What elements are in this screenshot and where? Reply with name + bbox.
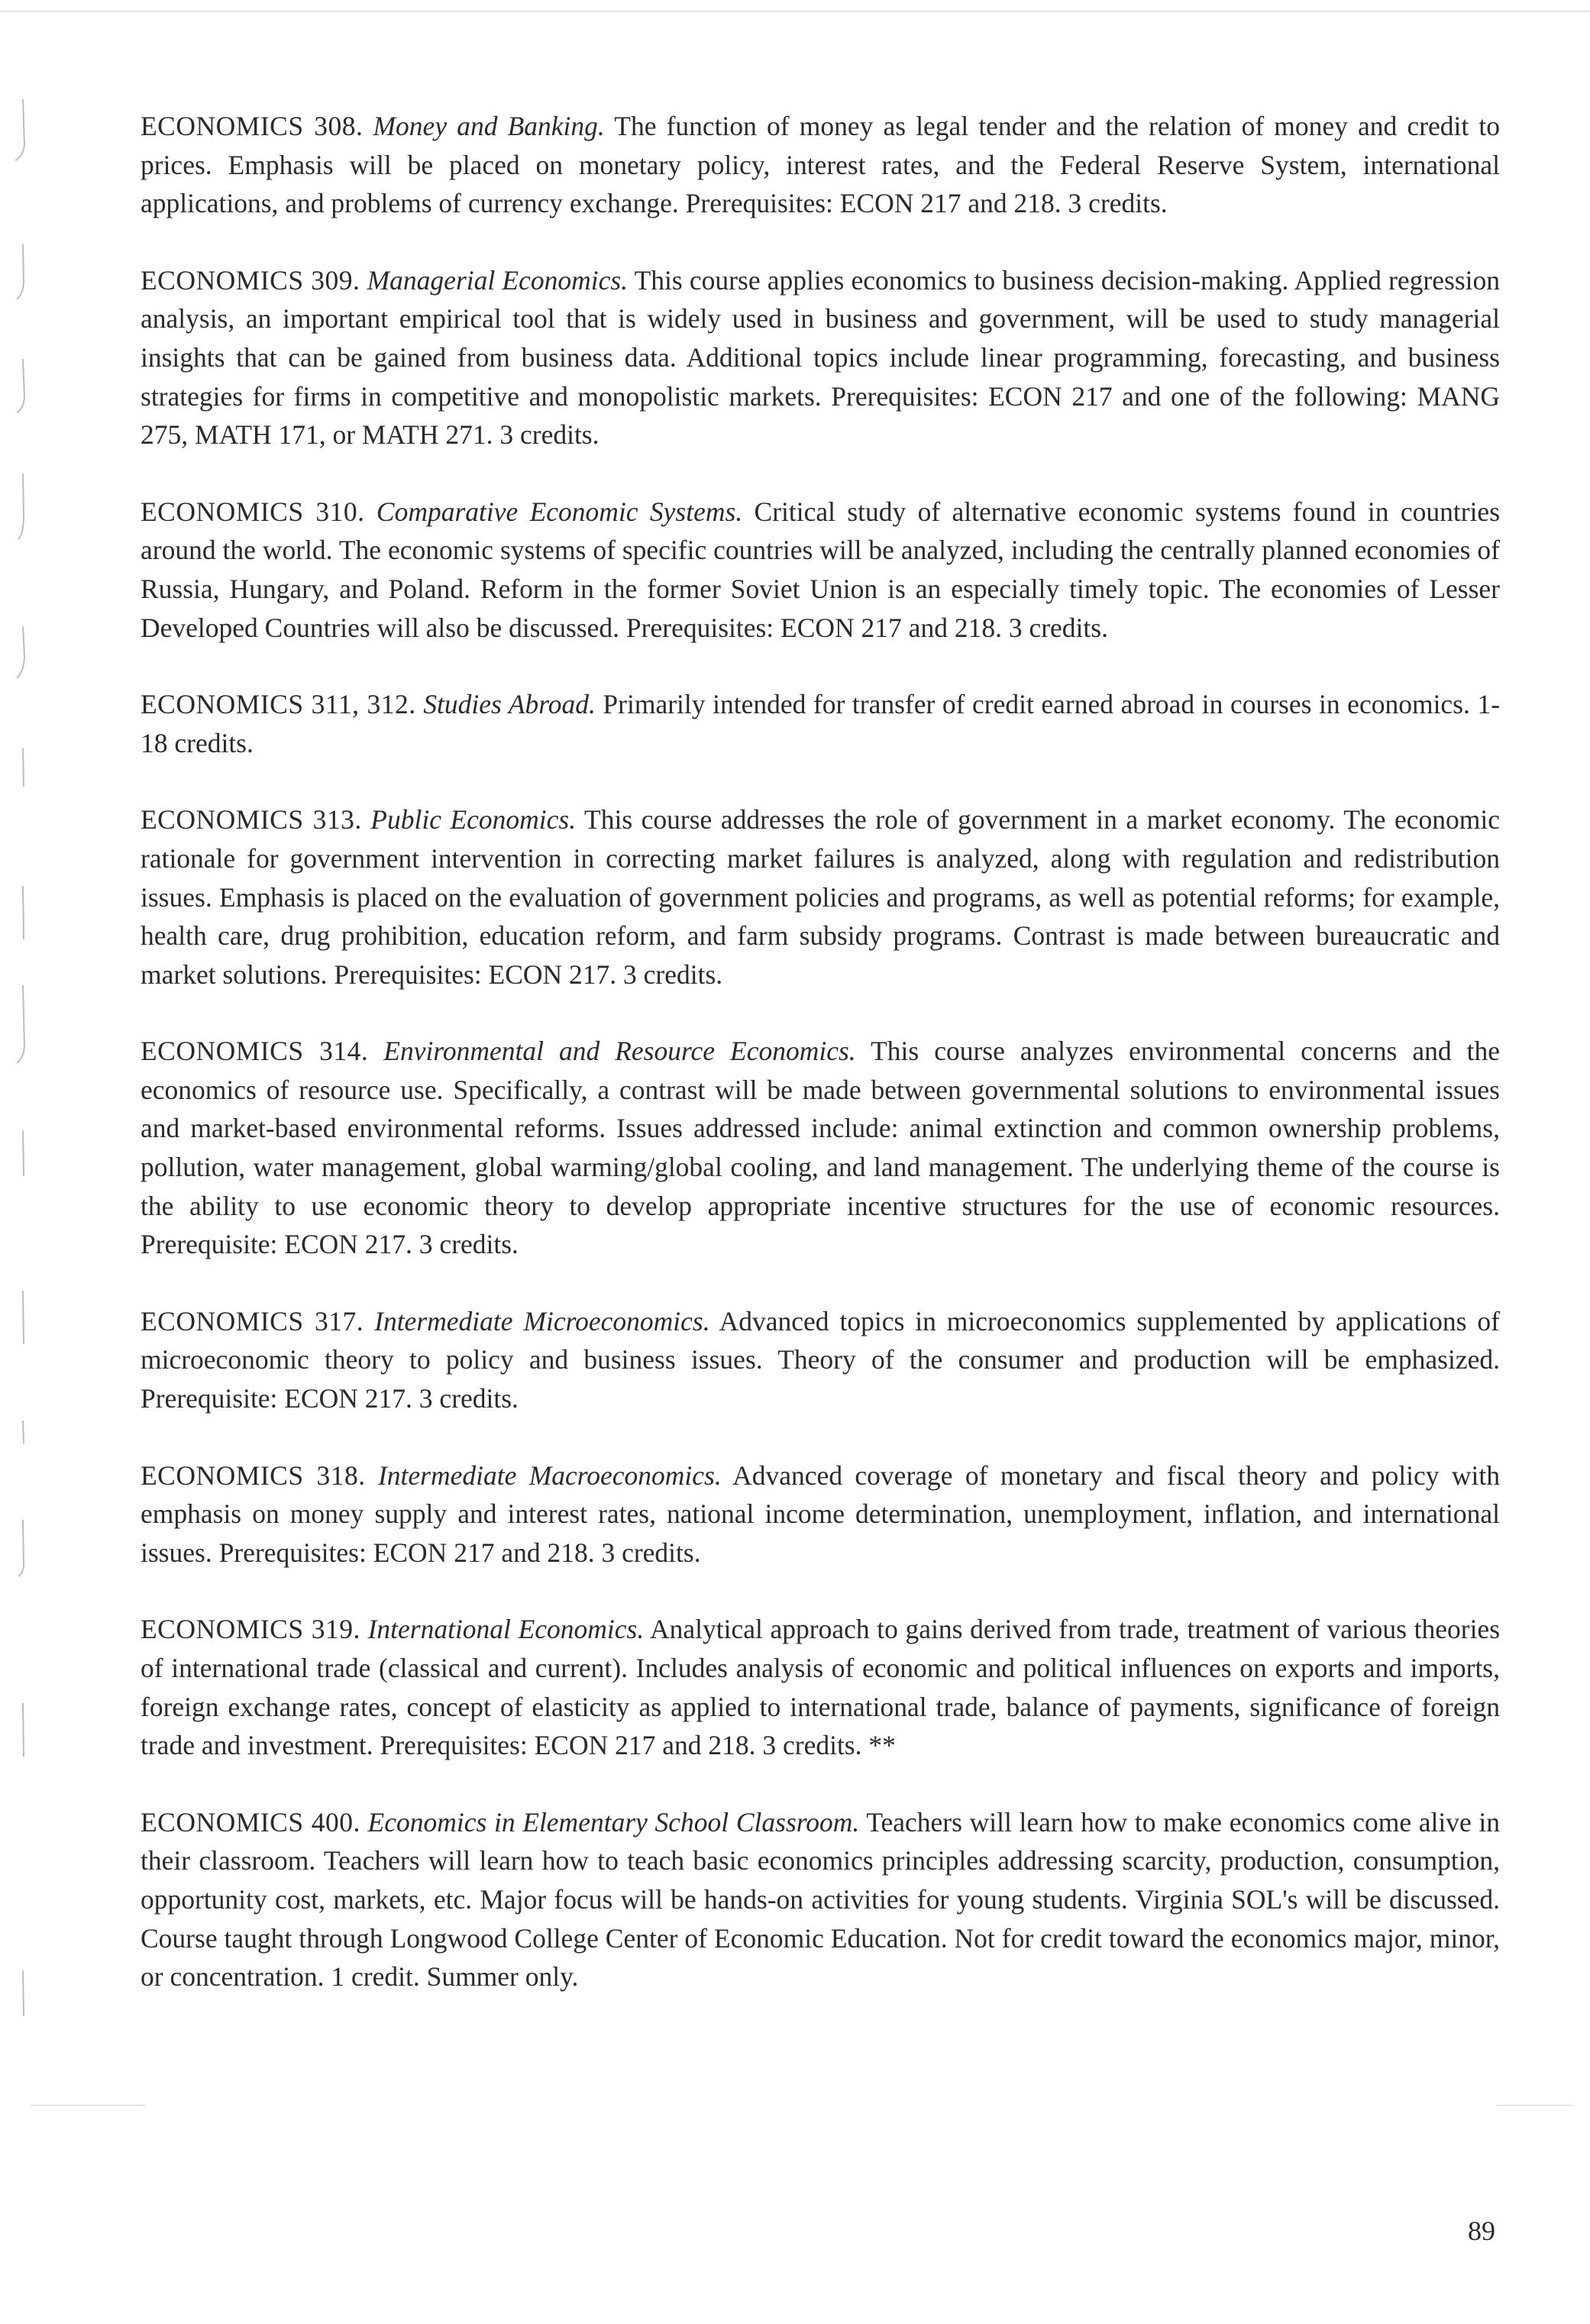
course-title: International Economics. [367, 1614, 645, 1645]
course-description: The function of money as legal tender and the relation of money and credit to prices. Emphasis will be placed on monetary policy, interest rates, and the Federal Reserve System, international applications, and problems of currency exchange. Prerequisites: ECON 217 and 218. 3 credits. [141, 111, 1500, 219]
course-title: Intermediate Microeconomics. [374, 1305, 710, 1337]
page-number: 89 [1468, 2216, 1495, 2246]
scan-top-edge [0, 11, 1590, 12]
course-title: Environmental and Resource Economics. [383, 1036, 856, 1067]
scan-artifact-line-left [31, 2105, 145, 2106]
course-title: Economics in Elementary School Classroom. [367, 1806, 860, 1838]
course-code: ECONOMICS 308. [141, 111, 364, 141]
course-entry-econ-318 [141, 1456, 1500, 1572]
course-entry-econ-313 [141, 800, 1500, 994]
course-description: Analytical approach to gains derived from trade, treatment of various theories of international trade (classical and current). Includes analysis of economic and political influences on exports and imports, foreign exchange rates, concept of elasticity as applied to international trade, balance of payments, significance of foreign trade and investment. Prerequisites: ECON 217 and 218. 3 credits. ** [141, 1614, 1501, 1761]
course-entry-econ-314 [141, 1032, 1500, 1264]
course-description: Teachers will learn how to make economics come alive in their classroom. Teachers will learn how to teach basic economics principles addressing scarcity, production, consumption, opportunity cost, markets, etc. Major focus will be hands-on activities for young students. Virginia SOL's will be discussed. Course taught through Longwood College Center of Economic Education. Not for credit toward the economics major, minor, or concentration. 1 credit. Summer only. [141, 1806, 1501, 1993]
course-code: ECONOMICS 313. [141, 804, 362, 836]
scan-artifact-line-right [1497, 2105, 1573, 2106]
course-entry-econ-309 [141, 261, 1500, 454]
course-code: ECONOMICS 400. [141, 1806, 360, 1838]
course-title: Studies Abroad. [423, 689, 596, 720]
course-description: Primarily intended for transfer of credit earned abroad in courses in economics. 1-18 credits. [141, 689, 1501, 758]
course-entry-econ-310 [141, 493, 1500, 647]
course-description: Critical study of alternative economic systems found in countries around the world. The economic systems of specific countries will be analyzed, including the centrally planned economies of Russia, Hungary, and Poland. Reform in the former Soviet Union is an especially timely topic. The economies of Lesser Developed Countries will also be discussed. Prerequisites: ECON 217 and 218. 3 credits. [141, 496, 1501, 643]
course-code: ECONOMICS 314. [141, 1036, 369, 1067]
course-description: This course applies economics to business decision-making. Applied regression analysis, an important empirical tool that is widely used in business and government, will be used to study managerial insights that can be gained from business data. Additional topics include linear programming, forecasting, and business strategies for firms in competitive and monopolistic markets. Prerequisites: ECON 217 and one of the following: MANG 275, MATH 171, or MATH 271. 3 credits. [141, 264, 1501, 451]
course-entry-econ-400 [141, 1803, 1500, 1996]
course-entry-econ-319 [141, 1610, 1500, 1764]
course-description: Advanced coverage of monetary and fiscal theory and policy with emphasis on money supply and interest rates, national income determination, unemployment, inflation, and international issues. Prerequisites: ECON 217 and 218. 3 credits. [141, 1459, 1500, 1568]
course-title: Money and Banking. [373, 111, 605, 141]
course-code: ECONOMICS 311, 312. [141, 689, 416, 720]
course-descriptions [141, 107, 1500, 2035]
course-title: Managerial Economics. [367, 264, 629, 296]
course-code: ECONOMICS 310. [141, 496, 365, 527]
binding-margin-marks [0, 0, 31, 2324]
course-title: Public Economics. [370, 804, 577, 836]
course-description: Advanced topics in microeconomics supplemented by applications of microeconomic theory to policy and business issues. Theory of the consumer and production will be emphasized. Prerequisite: ECON 217. 3 credits. [141, 1305, 1500, 1414]
course-code: ECONOMICS 318. [141, 1459, 366, 1491]
course-code: ECONOMICS 309. [141, 264, 360, 296]
course-title: Intermediate Macroeconomics. [377, 1459, 722, 1491]
course-code: ECONOMICS 319. [141, 1614, 360, 1645]
course-description: This course analyzes environmental concerns and the economics of resource use. Specifically, a contrast will be made between governmental solutions to environmental issues and market-based environmental reforms. Issues addressed include: animal extinction and common ownership problems, pollution, water management, global warming/global cooling, and land management. The underlying theme of the course is the ability to use economic theory to develop appropriate incentive structures for the use of economic resources. Prerequisite: ECON 217. 3 credits. [141, 1036, 1501, 1260]
course-description: This course addresses the role of government in a market economy. The economic rationale for government intervention in correcting market failures is analyzed, along with regulation and redistribution issues. Emphasis is placed on the evaluation of government policies and programs, as well as potential reforms; for example, health care, drug prohibition, education reform, and farm subsidy programs. Contrast is made between bureaucratic and market solutions. Prerequisites: ECON 217. 3 credits. [141, 804, 1501, 990]
course-entry-econ-308 [141, 107, 1500, 223]
course-code: ECONOMICS 317. [141, 1305, 364, 1337]
course-title: Comparative Economic Systems. [376, 496, 743, 527]
course-entry-econ-317 [141, 1302, 1500, 1418]
course-entry-econ-311-312 [141, 685, 1500, 762]
